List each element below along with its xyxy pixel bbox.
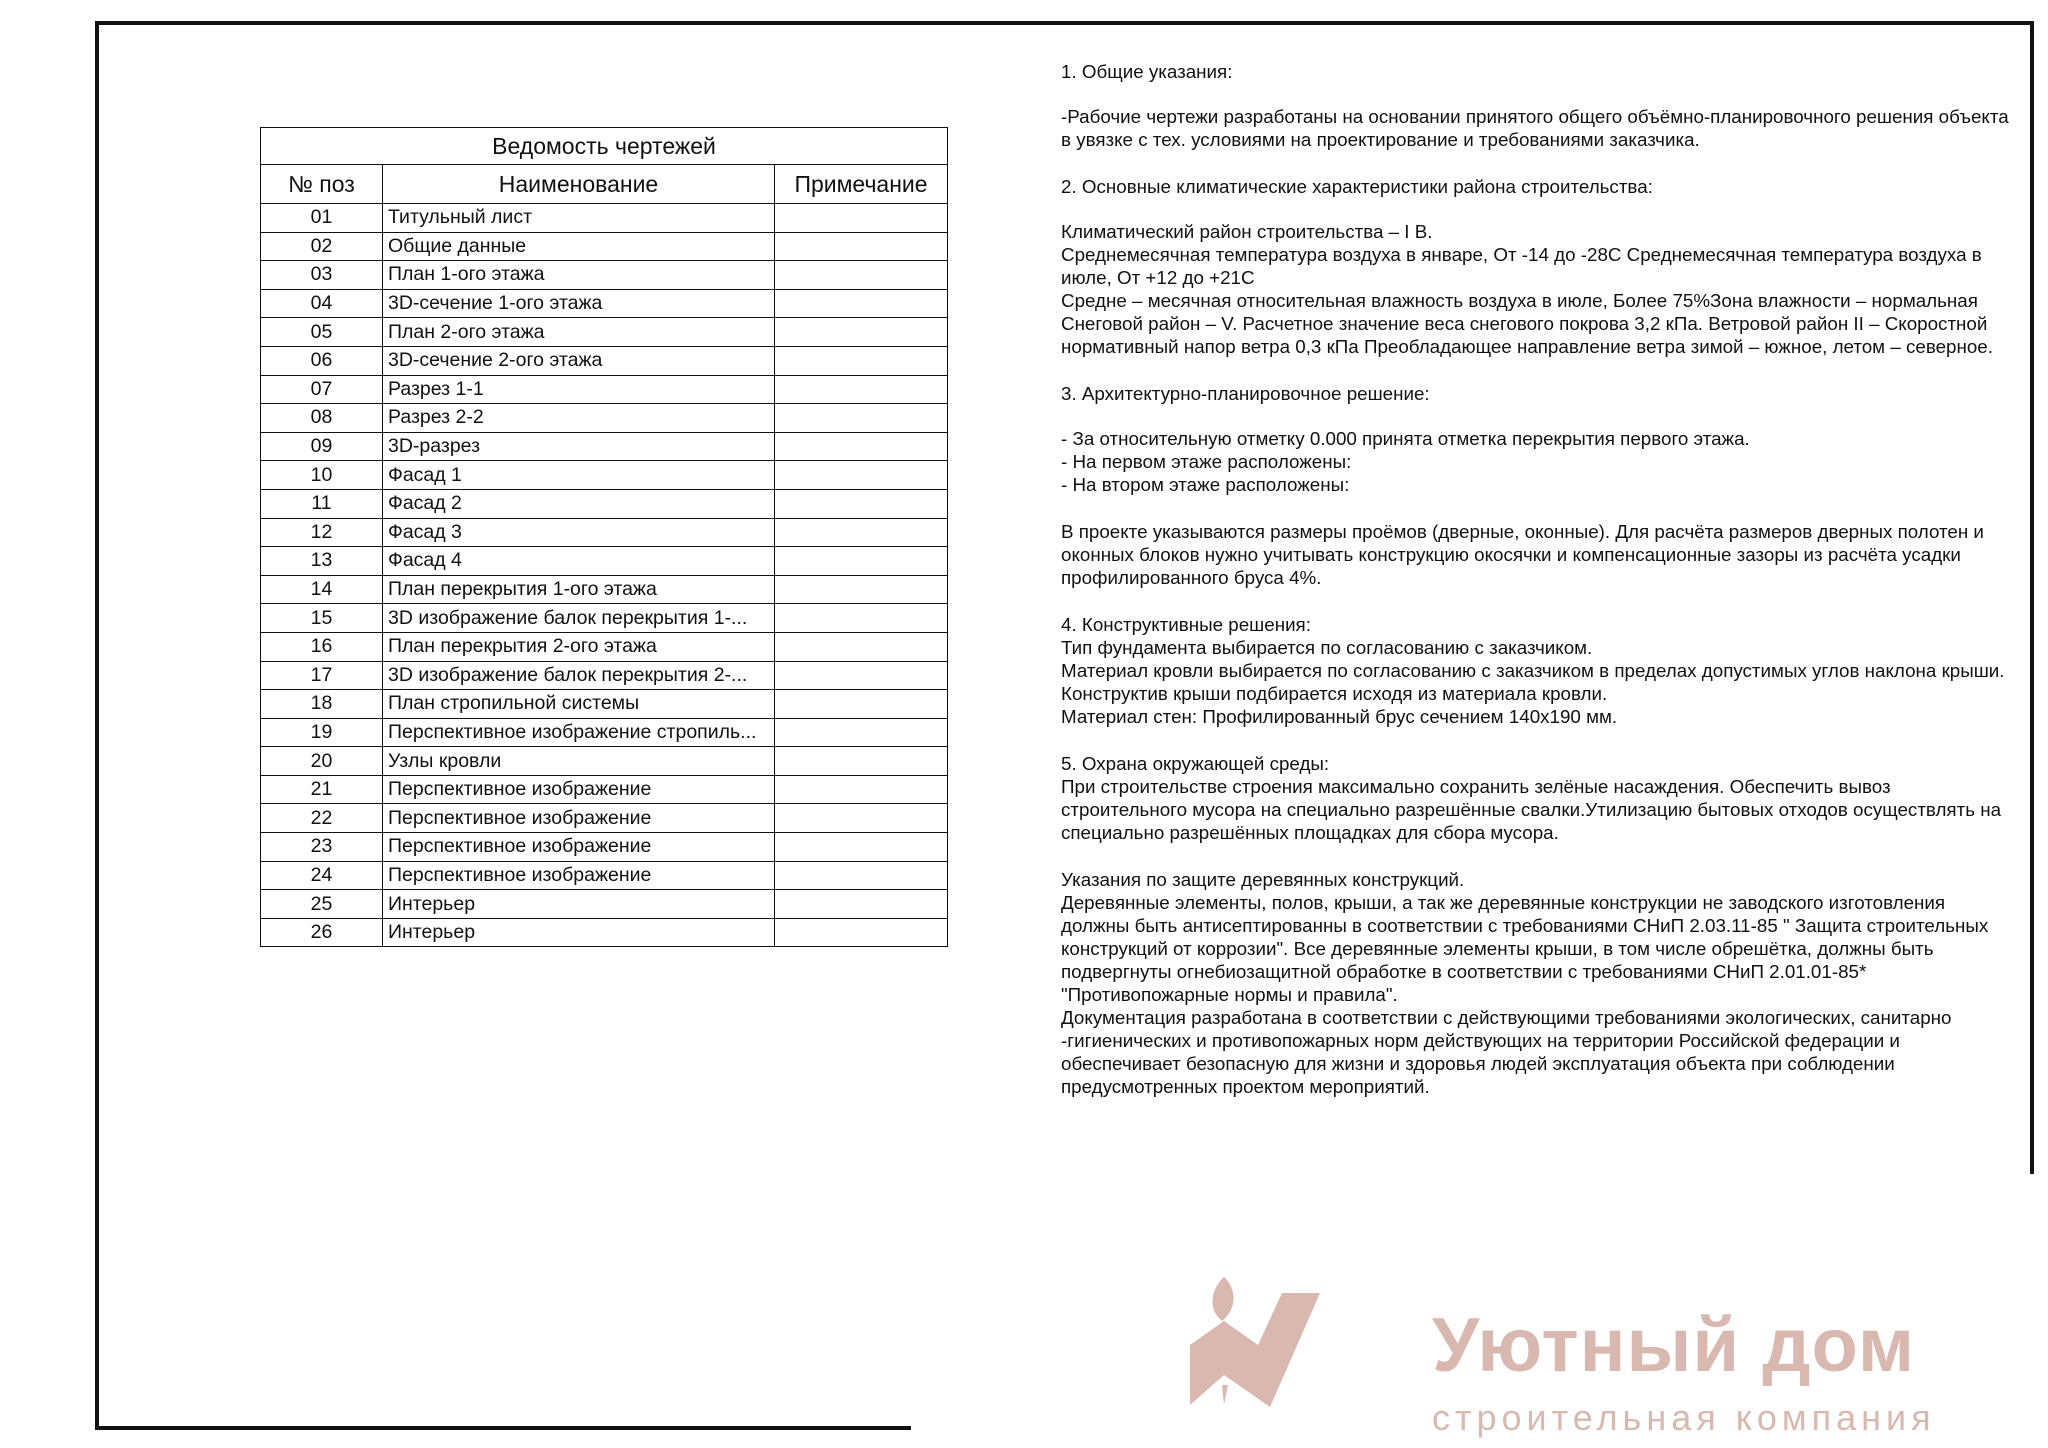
row-number: 04	[261, 289, 383, 318]
row-number: 03	[261, 261, 383, 290]
table-row	[261, 318, 948, 347]
row-name: План 1-ого этажа	[383, 261, 775, 290]
table-row	[261, 489, 948, 518]
row-name: Перспективное изображение	[383, 833, 775, 862]
row-name: Общие данные	[383, 232, 775, 261]
row-number: 15	[261, 604, 383, 633]
row-note	[775, 461, 948, 490]
row-name: 3D-сечение 1-ого этажа	[383, 289, 775, 318]
table-row	[261, 747, 948, 776]
table-row	[261, 918, 948, 947]
row-name: 3D-разрез	[383, 432, 775, 461]
row-name: План стропильной системы	[383, 690, 775, 719]
row-note	[775, 661, 948, 690]
frame-bottom-border	[95, 1426, 911, 1430]
note-paragraph: 2. Основные климатические характеристики района строительства:	[1061, 176, 1653, 197]
frame-right-border	[2030, 21, 2034, 1174]
table-row	[261, 346, 948, 375]
row-name: Титульный лист	[383, 204, 775, 233]
row-note	[775, 261, 948, 290]
row-name: План 2-ого этажа	[383, 318, 775, 347]
table-row	[261, 261, 948, 290]
row-note	[775, 804, 948, 833]
table-row	[261, 661, 948, 690]
row-name: Перспективное изображение стропиль...	[383, 718, 775, 747]
row-name: Разрез 1-1	[383, 375, 775, 404]
sheet-list-rows	[261, 204, 948, 947]
row-number: 22	[261, 804, 383, 833]
column-header-name: Наименование	[383, 165, 775, 204]
logo-house-icon	[1190, 1293, 1320, 1407]
row-note	[775, 690, 948, 719]
row-name: Фасад 1	[383, 461, 775, 490]
row-name: Перспективное изображение	[383, 861, 775, 890]
row-name: Узлы кровли	[383, 747, 775, 776]
note-paragraph: -Рабочие чертежи разработаны на основании принятого общего объёмно-планировочного решения объекта в увязке с тех. условиями на проектирование и требованиями заказчика.	[1061, 106, 2009, 150]
row-note	[775, 747, 948, 776]
column-header-note: Примечание	[775, 165, 948, 204]
logo-tagline: строительная компания	[1432, 1397, 1936, 1438]
row-name: План перекрытия 1-ого этажа	[383, 575, 775, 604]
row-number: 24	[261, 861, 383, 890]
row-note	[775, 604, 948, 633]
table-row	[261, 833, 948, 862]
row-number: 11	[261, 489, 383, 518]
row-name: Фасад 2	[383, 489, 775, 518]
table-row	[261, 461, 948, 490]
table-row	[261, 547, 948, 576]
table-row	[261, 404, 948, 433]
row-note	[775, 404, 948, 433]
note-paragraph: 5. Охрана окружающей среды: При строительстве строения максимально сохранить зелёные насаждения. Обеспечить вывоз строительного мусора на специально разрешённые свалки.Утилизацию бытовых отходов осуществлять на специально разрешённых площадках для сбора мусора.	[1061, 753, 2002, 843]
logo-leaf-icon	[1212, 1277, 1233, 1321]
row-note	[775, 775, 948, 804]
note-paragraph: 3. Архитектурно-планировочное решение:	[1061, 383, 1430, 404]
row-note	[775, 632, 948, 661]
row-number: 16	[261, 632, 383, 661]
row-note	[775, 432, 948, 461]
row-note	[775, 232, 948, 261]
row-note	[775, 861, 948, 890]
table-row	[261, 890, 948, 919]
logo-company-name: Уютный дом	[1432, 1303, 1916, 1388]
row-name: Фасад 4	[383, 547, 775, 576]
row-number: 09	[261, 432, 383, 461]
table-row	[261, 432, 948, 461]
row-note	[775, 489, 948, 518]
row-name: Интерьер	[383, 918, 775, 947]
frame-top-border	[95, 21, 2034, 25]
row-number: 12	[261, 518, 383, 547]
row-name: Перспективное изображение	[383, 775, 775, 804]
row-number: 05	[261, 318, 383, 347]
column-header-num: № поз	[261, 165, 383, 204]
sheet-list-table	[260, 127, 948, 947]
row-number: 01	[261, 204, 383, 233]
row-note	[775, 289, 948, 318]
row-number: 23	[261, 833, 383, 862]
row-note	[775, 375, 948, 404]
row-name: 3D изображение балок перекрытия 2-...	[383, 661, 775, 690]
row-name: Перспективное изображение	[383, 804, 775, 833]
row-number: 06	[261, 346, 383, 375]
row-name: Разрез 2-2	[383, 404, 775, 433]
row-number: 02	[261, 232, 383, 261]
note-paragraph: 1. Общие указания:	[1061, 61, 1233, 82]
table-row	[261, 375, 948, 404]
row-note	[775, 518, 948, 547]
table-row	[261, 690, 948, 719]
table-row	[261, 604, 948, 633]
row-note	[775, 918, 948, 947]
note-paragraph: 4. Конструктивные решения: Тип фундамента выбирается по согласованию с заказчиком. Материал кровли выбирается по согласованию с заказчиком в пределах допустимых углов наклона крыши. Конструктив крыши подбирается исходя из материала кровли. Материал стен: Профилированный брус сечением 140х190 мм.	[1061, 614, 2005, 727]
row-number: 20	[261, 747, 383, 776]
note-paragraph: - За относительную отметку 0.000 принята отметка перекрытия первого этажа. - На первом этаже расположены: - На втором этаже расположены:	[1061, 428, 1750, 495]
row-number: 08	[261, 404, 383, 433]
row-note	[775, 204, 948, 233]
row-number: 21	[261, 775, 383, 804]
table-row	[261, 804, 948, 833]
row-number: 25	[261, 890, 383, 919]
table-row	[261, 718, 948, 747]
row-note	[775, 346, 948, 375]
note-paragraph: Климатический район строительства – I В. Среднемесячная температура воздуха в январе, От -14 до -28С Среднемесячная температура воздуха в июле, От +12 до +21С Средне – месячная относительная влажность воздуха в июле, Более 75%Зона влажности – нормальная Снеговой район – V. Расчетное значение веса снегового покрова 3,2 кПа. Ветровой район II – Скоростной нормативный напор ветра 0,3 кПа Преобладающее направление ветра зимой – южное, летом – северное.	[1061, 221, 1993, 357]
table-row	[261, 775, 948, 804]
row-number: 18	[261, 690, 383, 719]
note-paragraph: Указания по защите деревянных конструкций. Деревянные элементы, полов, крыши, а так же деревянные конструкции не заводского изготовления должны быть антисептированны в соответствии с требованиями СНиП 2.03.11-85 " Защита строительных конструкций от коррозии". Все деревянные элементы крыши, в том числе обрешётка, должны быть подвергнуты огнебиозащитной обработке в соответствии с требованиями СНиП 2.01.01-85* "Противопожарные нормы и правила". Документация разработана в соответствии с действующими требованиями экологических, санитарно -гигиенических и противопожарных норм действующих на территории Российской федерации и обеспечивает безопасную для жизни и здоровья людей эксплуатация объекта при соблюдении предусмотренных проектом мероприятий.	[1061, 869, 1989, 1097]
row-number: 13	[261, 547, 383, 576]
row-number: 17	[261, 661, 383, 690]
table-row	[261, 204, 948, 233]
row-number: 07	[261, 375, 383, 404]
row-note	[775, 890, 948, 919]
table-row	[261, 632, 948, 661]
table-row	[261, 232, 948, 261]
table-row	[261, 518, 948, 547]
row-number: 14	[261, 575, 383, 604]
row-name: 3D изображение балок перекрытия 1-...	[383, 604, 775, 633]
table-row	[261, 861, 948, 890]
note-paragraph: В проекте указываются размеры проёмов (дверные, оконные). Для расчёта размеров дверных полотен и оконных блоков нужно учитывать конструкцию окосячки и компенсационные зазоры из расчёта усадки профилированного бруса 4%.	[1061, 521, 1984, 588]
row-note	[775, 547, 948, 576]
row-number: 19	[261, 718, 383, 747]
table-row	[261, 289, 948, 318]
row-note	[775, 575, 948, 604]
row-name: Интерьер	[383, 890, 775, 919]
row-number: 10	[261, 461, 383, 490]
row-name: План перекрытия 2-ого этажа	[383, 632, 775, 661]
table-row	[261, 575, 948, 604]
sheet-list-title: Ведомость чертежей	[261, 128, 948, 165]
row-name: 3D-сечение 2-ого этажа	[383, 346, 775, 375]
row-number: 26	[261, 918, 383, 947]
frame-left-border	[95, 21, 99, 1430]
row-note	[775, 318, 948, 347]
row-note	[775, 718, 948, 747]
row-note	[775, 833, 948, 862]
row-name: Фасад 3	[383, 518, 775, 547]
general-notes	[1061, 60, 2011, 1098]
